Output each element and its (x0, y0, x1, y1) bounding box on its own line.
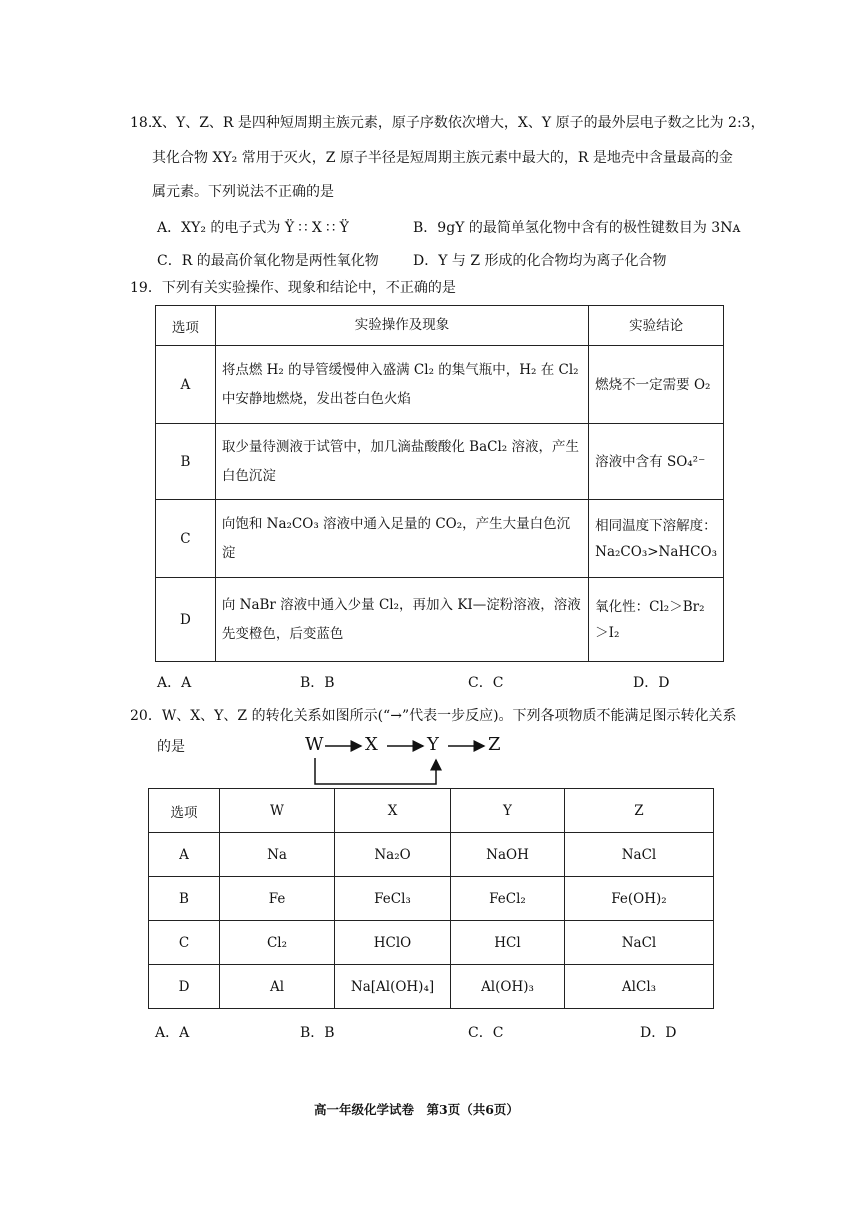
table-row (149, 877, 714, 921)
page-footer: 高一年级化学试卷 第3页（共6页） (314, 1102, 519, 1117)
header-cell: 实验操作及现象 (215, 306, 588, 346)
q19-stem: 19．下列有关实验操作、现象和结论中，不正确的是 (130, 280, 456, 296)
operation-cell (215, 500, 588, 578)
conclusion-cell (589, 578, 724, 662)
q18-option-b: B．9gY 的最简单氢化物中含有的极性键数目为 3Nᴀ (413, 220, 741, 236)
operation-line: 先变橙色，后变蓝色 (221, 625, 344, 642)
conclusion-line: 相同温度下溶解度： (595, 517, 717, 534)
header-cell: X (335, 789, 451, 833)
diagram-z: Z (488, 734, 501, 755)
q20-answer-b: B．B (300, 1025, 335, 1041)
conclusion-line: 溶液中含有 SO₄²⁻ (595, 453, 706, 470)
conclusion-cell (589, 424, 724, 500)
table-row (156, 346, 724, 424)
table-cell: Al (220, 965, 335, 1009)
table-cell: Na[Al(OH)₄] (335, 965, 451, 1009)
q18-line-2: 其化合物 XY₂ 常用于灭火，Z 原子半径是短周期主族元素中最大的，R 是地壳中含量最高的金 (152, 150, 733, 166)
row-label: D (156, 578, 216, 662)
q20-answer-a: A．A (155, 1025, 190, 1041)
diagram-arrows (303, 734, 523, 790)
table-cell: NaCl (565, 833, 714, 877)
q18-option-d: D．Y 与 Z 形成的化合物均为离子化合物 (413, 253, 667, 269)
operation-line: 向饱和 Na₂CO₃ 溶液中通入足量的 CO₂，产生大量白色沉淀 (221, 515, 571, 561)
q19-table (155, 305, 724, 662)
operation-line: 白色沉淀 (221, 467, 276, 484)
table-cell: A (149, 833, 220, 877)
q18-number: 18. (130, 115, 153, 131)
conclusion-cell (589, 500, 724, 578)
conclusion-line: 氧化性：Cl₂＞Br₂＞I₂ (595, 598, 705, 641)
table-cell: Al(OH)₃ (451, 965, 565, 1009)
operation-cell (215, 346, 588, 424)
table-header-row (149, 789, 714, 833)
q18-line-1: X、Y、Z、R 是四种短周期主族元素，原子序数依次增大，X、Y 原子的最外层电子数之比为 2:3， (152, 115, 765, 131)
table-cell: B (149, 877, 220, 921)
conclusion-line: 燃烧不一定需要 O₂ (595, 376, 711, 393)
q20-answer-c: C．C (468, 1025, 504, 1041)
row-label: B (156, 424, 216, 500)
operation-line: 取少量待测液于试管中，加几滴盐酸酸化 BaCl₂ 溶液，产生 (221, 438, 579, 455)
table-header-row (156, 306, 724, 346)
table-row (149, 833, 714, 877)
operation-cell (215, 424, 588, 500)
conclusion-cell (589, 346, 724, 424)
header-cell: 选项 (156, 306, 216, 346)
operation-line: 中安静地燃烧，发出苍白色火焰 (221, 390, 411, 407)
row-label: A (156, 346, 216, 424)
table-cell: HCl (451, 921, 565, 965)
header-cell: 选项 (149, 789, 220, 833)
diagram-y: Y (427, 734, 439, 755)
q18-option-a: A．XY₂ 的电子式为 Ÿ ∷ X ∷ Ÿ (157, 220, 349, 236)
table-cell: D (149, 965, 220, 1009)
operation-line: 将点燃 H₂ 的导管缓慢伸入盛满 Cl₂ 的集气瓶中，H₂ 在 Cl₂ (221, 361, 579, 378)
table-cell: FeCl₂ (451, 877, 565, 921)
table-cell: NaCl (565, 921, 714, 965)
conversion-diagram (303, 734, 523, 790)
q20-stem-line-2: 的是 (157, 739, 185, 755)
table-cell: AlCl₃ (565, 965, 714, 1009)
table-cell: HClO (335, 921, 451, 965)
header-cell: 实验结论 (589, 306, 724, 346)
header-cell: Z (565, 789, 714, 833)
q18-option-c: C．R 的最高价氧化物是两性氧化物 (157, 253, 379, 269)
table-cell: Fe (220, 877, 335, 921)
table-cell: Na₂O (335, 833, 451, 877)
q20-answer-d: D．D (640, 1025, 677, 1041)
header-cell: W (220, 789, 335, 833)
diagram-w: W (305, 734, 324, 755)
table-cell: C (149, 921, 220, 965)
q20-stem-line-1: 20．W、X、Y、Z 的转化关系如图所示(“→”代表一步反应)。下列各项物质不能满足图示转化关系 (130, 708, 737, 724)
table-cell: NaOH (451, 833, 565, 877)
q19-answer-d: D．D (633, 675, 670, 691)
table-row (156, 500, 724, 578)
table-row (156, 424, 724, 500)
table-cell: FeCl₃ (335, 877, 451, 921)
table-row (149, 921, 714, 965)
q19-answer-a: A．A (157, 675, 192, 691)
table-row (149, 965, 714, 1009)
table-cell: Cl₂ (220, 921, 335, 965)
q20-table (148, 788, 714, 1009)
operation-line: 向 NaBr 溶液中通入少量 Cl₂，再加入 KI—淀粉溶液，溶液 (221, 596, 581, 613)
q19-answer-c: C．C (468, 675, 504, 691)
table-row (156, 578, 724, 662)
table-cell: Fe(OH)₂ (565, 877, 714, 921)
diagram-x: X (365, 734, 378, 755)
q19-answer-b: B．B (300, 675, 335, 691)
row-label: C (156, 500, 216, 578)
arrow-w-y (315, 758, 436, 784)
header-cell: Y (451, 789, 565, 833)
q18-line-3: 属元素。下列说法不正确的是 (152, 184, 334, 200)
operation-cell (215, 578, 588, 662)
table-cell: Na (220, 833, 335, 877)
conclusion-line: Na₂CO₃>NaHCO₃ (595, 543, 717, 560)
